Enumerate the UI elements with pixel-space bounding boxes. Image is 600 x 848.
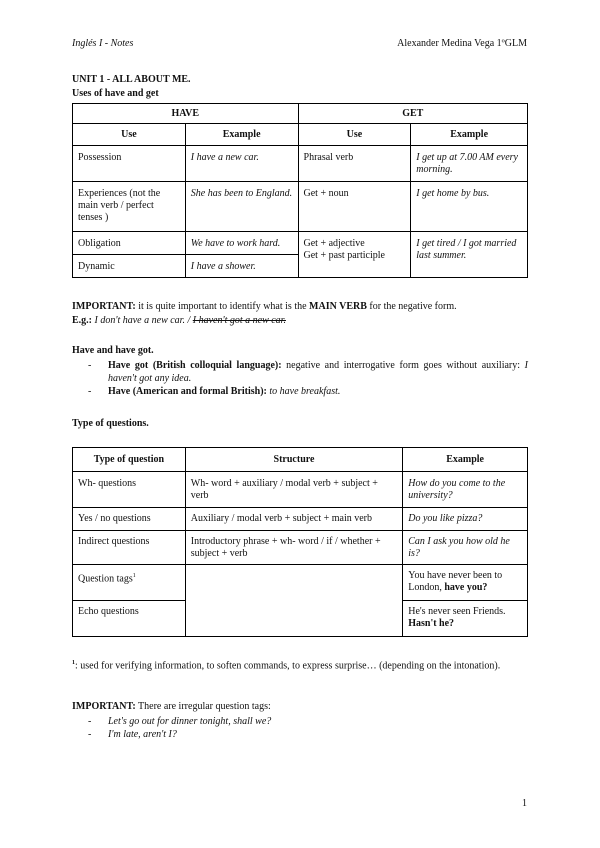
echo-example: He's never seen Friends. (408, 606, 506, 617)
table-cell: How do you come to the university? (403, 472, 528, 508)
list-item-term: Have got (British colloquial language): (108, 360, 282, 371)
example-header: Example (403, 448, 528, 472)
list-item: - Let's go out for dinner tonight, shall we? (88, 715, 528, 728)
example-line (72, 314, 527, 327)
main-verb-term: MAIN VERB (309, 301, 367, 312)
echo-bold: Hasn't he? (408, 618, 455, 629)
get-header: GET (298, 104, 527, 124)
have-use-header: Use (73, 124, 186, 146)
get-use-header: Use (298, 124, 411, 146)
table-cell (73, 565, 186, 601)
table-cell: Echo questions (73, 601, 186, 637)
struck-example: I haven't got a new car. (192, 315, 286, 326)
table-cell: I get up at 7.00 AM every morning. (411, 146, 528, 182)
table-cell: Get + noun (298, 182, 411, 232)
have-got-heading: Have and have got. (72, 345, 154, 356)
table-cell: Auxiliary / modal verb + subject + main verb (185, 508, 402, 531)
table-row (73, 531, 528, 565)
table-cell: Wh- word + auxiliary / modal verb + subject + verb (185, 472, 402, 508)
list-item (88, 385, 528, 398)
table-row (73, 182, 528, 232)
header-author: Alexander Medina Vega 1ºGLM (397, 38, 527, 49)
important-label-2: IMPORTANT: (72, 701, 136, 712)
table-row (73, 565, 528, 601)
table-row (73, 146, 528, 182)
page-number: 1 (522, 798, 527, 809)
important-text-end: for the negative form. (366, 301, 457, 312)
irregular-tags-list (88, 715, 528, 741)
question-types-table (72, 447, 528, 637)
important-note (72, 300, 527, 313)
question-tag-bold: have you? (444, 582, 488, 593)
list-item: - I'm late, aren't I? (88, 728, 528, 741)
table-cell: Dynamic (73, 255, 186, 278)
have-got-list (88, 359, 528, 398)
example-label: E.g.: (72, 315, 92, 326)
table-cell: Possession (73, 146, 186, 182)
unit-title: UNIT 1 - ALL ABOUT ME. (72, 74, 191, 85)
footnote-text: : used for verifying information, to soften commands, to express surprise… (depending on the intonation). (75, 660, 501, 672)
question-tag-example: You have never been to London, (408, 570, 503, 593)
table-cell: She has been to England. (185, 182, 298, 232)
structure-header: Structure (185, 448, 402, 472)
important-label: IMPORTANT: (72, 301, 136, 312)
table-row (73, 472, 528, 508)
get-example-header: Example (411, 124, 528, 146)
table-cell (298, 232, 411, 278)
list-item-text: negative and interrogative form goes without auxiliary: (281, 360, 525, 371)
table-cell: Yes / no questions (73, 508, 186, 531)
list-item-example: to have breakfast. (269, 386, 341, 397)
important-note-2 (72, 700, 527, 713)
table-cell: Phrasal verb (298, 146, 411, 182)
table-cell: I have a shower. (185, 255, 298, 278)
table-cell: Obligation (73, 232, 186, 255)
get-adjective-use: Get + adjective (303, 238, 365, 249)
uses-heading: Uses of have and get (72, 88, 159, 99)
have-get-table (72, 103, 528, 278)
table-row (73, 508, 528, 531)
table-cell: Wh- questions (73, 472, 186, 508)
type-header: Type of question (73, 448, 186, 472)
table-cell: We have to work hard. (185, 232, 298, 255)
have-header: HAVE (73, 104, 299, 124)
table-cell: Experiences (not the main verb / perfect tenses ) (73, 182, 186, 232)
questions-heading: Type of questions. (72, 418, 149, 429)
footnote (72, 657, 527, 672)
table-cell: I get home by bus. (411, 182, 528, 232)
table-cell: Do you like pizza? (403, 508, 528, 531)
table-cell: I have a new car. (185, 146, 298, 182)
have-example-header: Example (185, 124, 298, 146)
get-participle-use: Get + past participle (303, 250, 385, 261)
header-course: Inglés I - Notes (72, 38, 134, 49)
table-cell (185, 565, 402, 637)
footnote-marker: 1 (72, 660, 75, 666)
list-item (88, 359, 528, 385)
table-cell (403, 565, 528, 601)
table-cell: I get tired / I got married last summer. (411, 232, 528, 278)
example-text: I don't have a new car. / (92, 315, 193, 326)
table-cell (403, 601, 528, 637)
footnote-ref: 1 (132, 573, 136, 579)
list-item-term: Have (American and formal British): (108, 386, 267, 397)
important-text: it is quite important to identify what is the (135, 301, 310, 312)
list-item-example: I haven't got any idea. (108, 360, 529, 384)
table-cell: Indirect questions (73, 531, 186, 565)
important-text-2: There are irregular question tags: (135, 701, 271, 712)
question-tags-label: Question tags (78, 573, 133, 585)
table-cell: Can I ask you how old he is? (403, 531, 528, 565)
table-cell: Introductory phrase + wh- word / if / whether + subject + verb (185, 531, 402, 565)
table-row (73, 232, 528, 255)
